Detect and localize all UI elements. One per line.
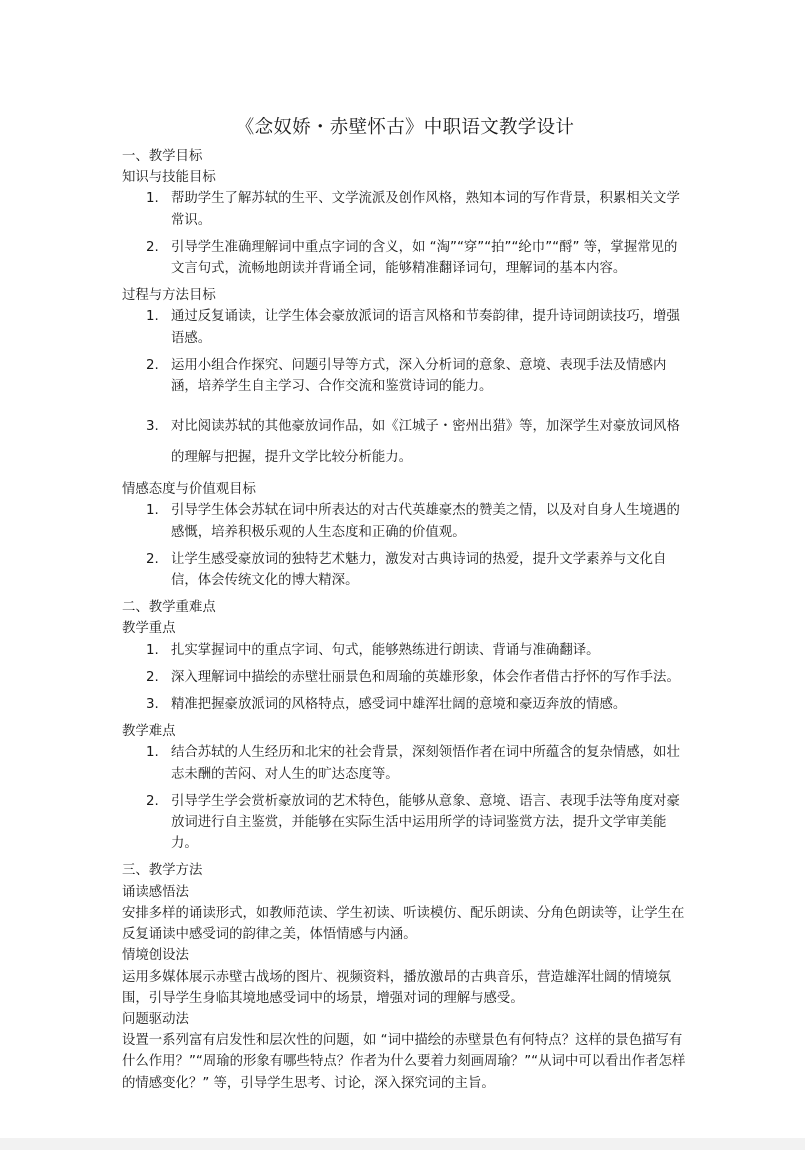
- item-number: 2.: [146, 357, 159, 373]
- list-key-points: [122, 640, 688, 716]
- item-text: 通过反复诵读，让学生体会豪放派词的语言风格和节奏韵律，提升诗词朗读技巧，增强语感。: [171, 309, 680, 346]
- section-key-difficult-points: 二、教学重难点: [122, 600, 216, 616]
- item-text: 让学生感受豪放词的独特艺术魅力，激发对古典诗词的热爱，提升文学素养与文化自信，体会传统文化的博大精深。: [171, 551, 667, 589]
- item-number: 1.: [146, 642, 159, 658]
- list-item: [122, 791, 688, 855]
- item-number: 1.: [146, 745, 159, 761]
- item-number: 2.: [146, 239, 159, 255]
- item-text: 深入理解词中描绘的赤壁壮丽景色和周瑜的英雄形象，体会作者借古抒怀的写作手法。: [171, 669, 680, 685]
- list-item: [122, 237, 688, 279]
- list-difficult-points: [122, 742, 688, 854]
- list-item: [122, 411, 688, 473]
- subheading-knowledge-skills: 知识与技能目标: [122, 170, 216, 186]
- item-number: 3.: [146, 697, 159, 713]
- item-text: 运用小组合作探究、问题引导等方式，深入分析词的意象、意境、表现手法及情感内涵，培养学生自主学习、合作交流和鉴赏诗词的能力。: [171, 357, 667, 395]
- item-number: 2.: [146, 793, 159, 809]
- item-number: 1.: [146, 191, 159, 207]
- list-item: [122, 640, 688, 661]
- item-text: 帮助学生了解苏轼的生平、文学流派及创作风格，熟知本词的写作背景，积累相关文学常识。: [171, 191, 680, 228]
- list-item: [122, 742, 688, 784]
- item-text: 精准把握豪放派词的风格特点，感受词中雄浑壮阔的意境和豪迈奔放的情感。: [171, 697, 627, 713]
- paragraph-recitation-method: 安排多样的诵读形式，如教师范读、学生初读、听读模仿、配乐朗读、分角色朗读等，让学生在反复诵读中感受词的韵律之美，体悟情感与内涵。: [122, 905, 685, 943]
- subheading-key-points: 教学重点: [122, 621, 176, 637]
- list-item: [122, 667, 688, 688]
- list-knowledge-skills: [122, 188, 688, 279]
- item-text: 引导学生学会赏析豪放词的艺术特色，能够从意象、意境、语言、表现手法等角度对豪放词进行自主鉴赏，并能够在实际生活中运用所学的诗词鉴赏方法，提升文学审美能力。: [171, 793, 680, 852]
- item-text: 引导学生准确理解词中重点字词的含义，如 “淘”“穿”“拍”“纶巾”“酹” 等，掌握常见的文言句式，流畅地朗读并背诵全词，能够精准翻译词句，理解词的基本内容。: [171, 239, 678, 277]
- paragraph-question-method: 设置一系列富有启发性和层次性的问题，如 “词中描绘的赤壁景色有何特点？这样的景色描写有什么作用？”“周瑜的形象有哪些特点？作者为什么要着力刻画周瑜？”“从词中可以看出作者怎样的情感变化？” 等，引导学生思考、讨论，深入探究词的主旨。: [122, 1033, 686, 1091]
- subheading-situation-method: 情境创设法: [122, 948, 189, 964]
- document-content: [122, 114, 688, 1094]
- list-emotion-values: [122, 500, 688, 591]
- paragraph-situation-method: 运用多媒体展示赤壁古战场的图片、视频资料，播放激昂的古典音乐，营造雄浑壮阔的情境氛围，引导学生身临其境地感受词中的场景，增强对词的理解与感受。: [122, 969, 672, 1006]
- subheading-process-method: 过程与方法目标: [122, 288, 216, 304]
- section-teaching-objectives: 一、教学目标: [122, 149, 203, 164]
- item-text: 扎实掌握词中的重点字词、句式，能够熟练进行朗读、背诵与准确翻译。: [171, 642, 600, 658]
- list-item: [122, 306, 688, 348]
- item-text: 对比阅读苏轼的其他豪放词作品，如《江城子・密州出猎》等，加深学生对豪放词风格的理解与把握，提升文学比较分析能力。: [171, 419, 680, 466]
- subheading-recitation-method: 诵读感悟法: [122, 884, 189, 900]
- subheading-emotion-values: 情感态度与价值观目标: [122, 482, 256, 498]
- item-number: 2.: [146, 669, 159, 685]
- item-text: 引导学生体会苏轼在词中所表达的对古代英雄豪杰的赞美之情，以及对自身人生境遇的感慨，培养积极乐观的人生态度和正确的价值观。: [171, 503, 680, 540]
- list-item: [122, 549, 688, 591]
- item-number: 3.: [146, 419, 159, 435]
- subheading-question-method: 问题驱动法: [122, 1011, 189, 1027]
- item-number: 1.: [146, 503, 159, 519]
- item-number: 1.: [146, 309, 159, 325]
- list-item: [122, 355, 688, 397]
- subheading-difficult-points: 教学难点: [122, 724, 176, 740]
- list-item: [122, 188, 688, 230]
- list-item: [122, 694, 688, 715]
- list-item: [122, 500, 688, 542]
- section-teaching-methods: 三、教学方法: [122, 863, 203, 879]
- item-text: 结合苏轼的人生经历和北宋的社会背景，深刻领悟作者在词中所蕴含的复杂情感，如壮志未酬的苦闷、对人生的旷达态度等。: [171, 745, 680, 782]
- list-process-method: [122, 306, 688, 473]
- document-title: 《念奴娇・赤壁怀古》中职语文教学设计: [235, 117, 575, 138]
- item-number: 2.: [146, 551, 159, 567]
